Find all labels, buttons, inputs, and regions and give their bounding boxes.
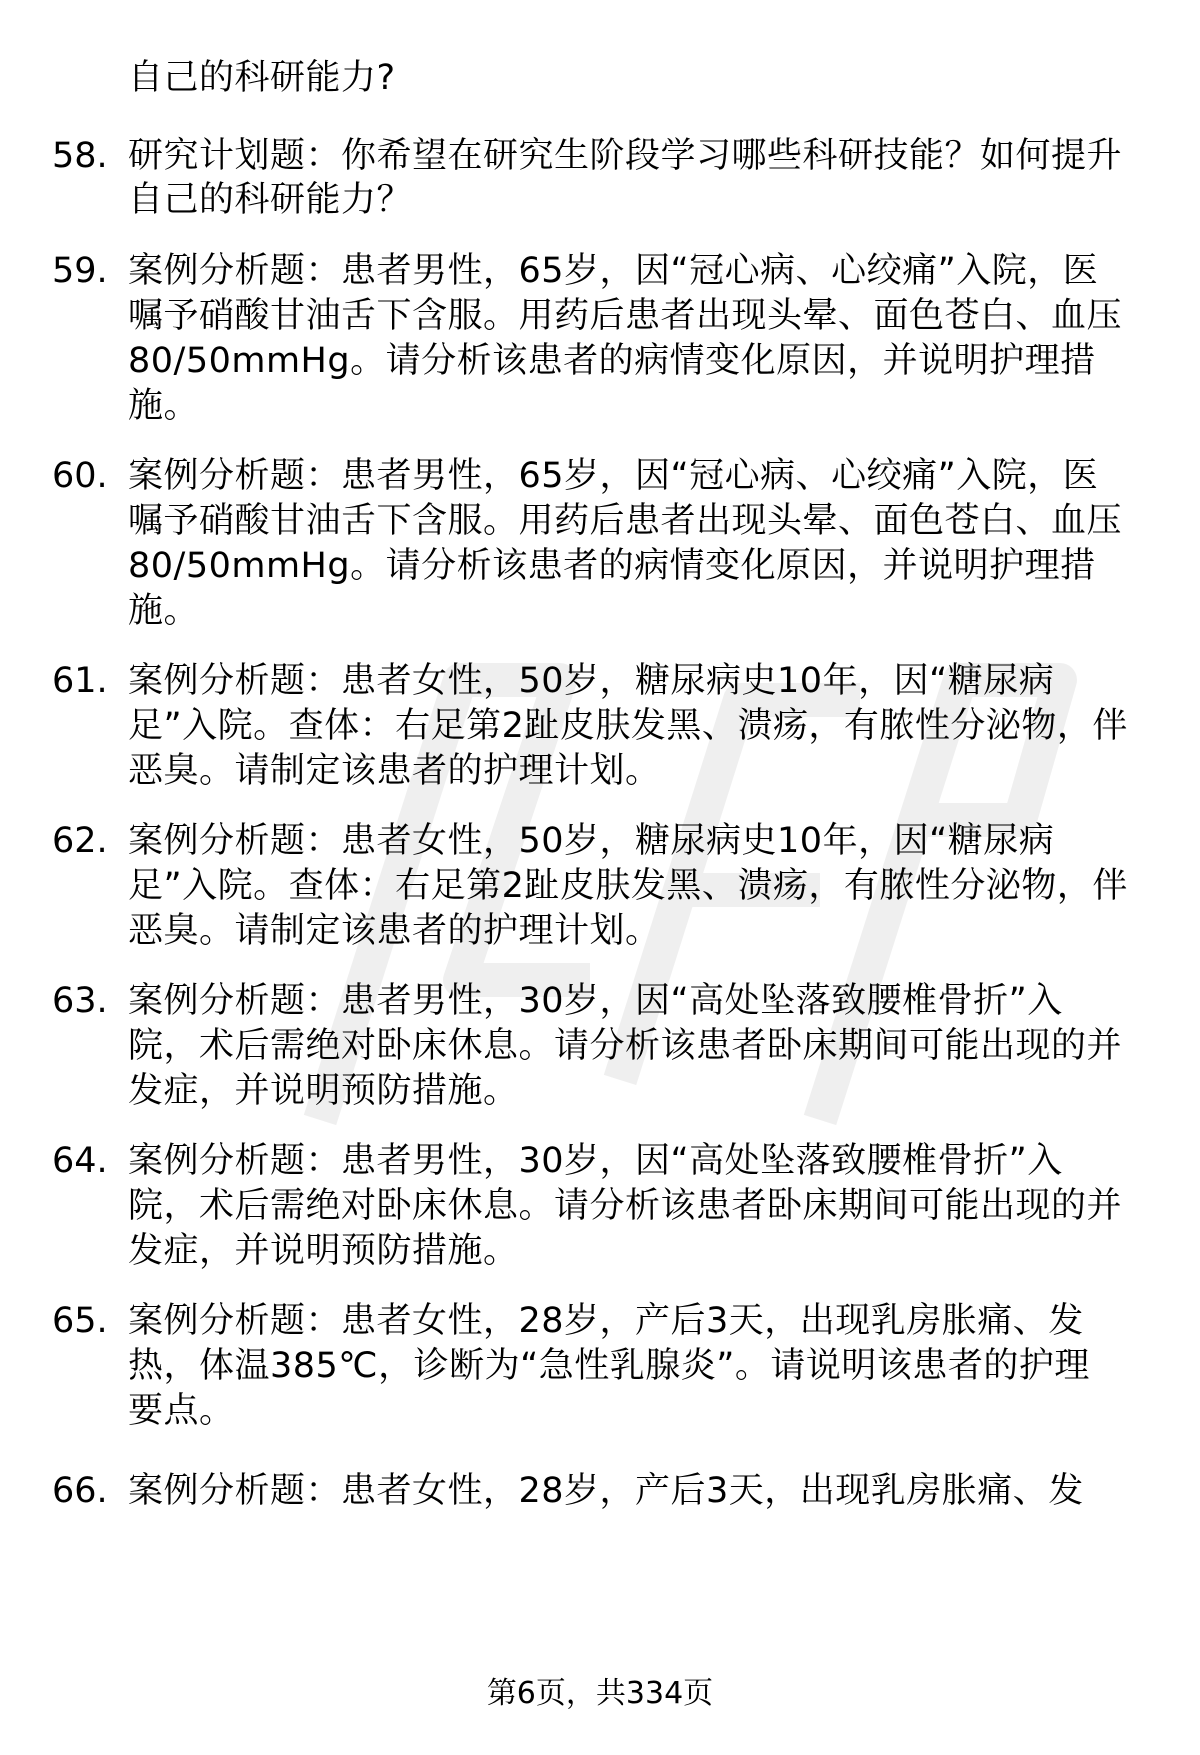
item-58-line-1: 研究计划题：你希望在研究生阶段学习哪些科研技能？如何提升 xyxy=(128,136,1123,176)
item-number-65: 65. xyxy=(52,1301,108,1341)
item-60-line-3: 80/50mmHg。请分析该患者的病情变化原因，并说明护理措 xyxy=(128,546,1096,586)
item-63-line-1: 案例分析题：患者男性，30岁，因“高处坠落致腰椎骨折”入 xyxy=(128,981,1063,1021)
item-65-line-2: 热，体温385℃，诊断为“急性乳腺炎”。请说明该患者的护理 xyxy=(128,1346,1090,1386)
item-65-line-1: 案例分析题：患者女性，28岁，产后3天，出现乳房胀痛、发 xyxy=(128,1301,1084,1341)
item-65-line-3: 要点。 xyxy=(128,1391,235,1431)
item-62-line-2: 足”入院。查体：右足第2趾皮肤发黑、溃疡，有脓性分泌物，伴 xyxy=(128,866,1128,906)
item-60-line-1: 案例分析题：患者男性，65岁，因“冠心病、心绞痛”入院，医 xyxy=(128,456,1099,496)
item-60-line-4: 施。 xyxy=(128,591,200,631)
item-58-line-2: 自己的科研能力？ xyxy=(128,180,413,220)
item-60-line-2: 嘱予硝酸甘油舌下含服。用药后患者出现头晕、面色苍白、血压 xyxy=(128,501,1123,541)
item-62-line-1: 案例分析题：患者女性，50岁，糖尿病史10年，因“糖尿病 xyxy=(128,821,1055,861)
item-64-line-2: 院，术后需绝对卧床休息。请分析该患者卧床期间可能出现的并 xyxy=(128,1186,1123,1226)
item-number-61: 61. xyxy=(52,661,108,701)
item-number-66: 66. xyxy=(52,1471,108,1511)
item-63-line-3: 发症，并说明预防措施。 xyxy=(128,1071,519,1111)
item-number-59: 59. xyxy=(52,251,108,291)
item-61-line-2: 足”入院。查体：右足第2趾皮肤发黑、溃疡，有脓性分泌物，伴 xyxy=(128,706,1128,746)
item-59-line-4: 施。 xyxy=(128,386,200,426)
item-number-58: 58. xyxy=(52,136,108,176)
item-63-line-2: 院，术后需绝对卧床休息。请分析该患者卧床期间可能出现的并 xyxy=(128,1026,1123,1066)
item-59-line-3: 80/50mmHg。请分析该患者的病情变化原因，并说明护理措 xyxy=(128,341,1096,381)
item-59-line-2: 嘱予硝酸甘油舌下含服。用药后患者出现头晕、面色苍白、血压 xyxy=(128,296,1123,336)
item-number-60: 60. xyxy=(52,456,108,496)
item-59-line-1: 案例分析题：患者男性，65岁，因“冠心病、心绞痛”入院，医 xyxy=(128,251,1099,291)
item-64-line-3: 发症，并说明预防措施。 xyxy=(128,1231,519,1271)
continuation-line: 自己的科研能力? xyxy=(128,58,396,98)
item-number-64: 64. xyxy=(52,1141,108,1181)
item-64-line-1: 案例分析题：患者男性，30岁，因“高处坠落致腰椎骨折”入 xyxy=(128,1141,1063,1181)
item-62-line-3: 恶臭。请制定该患者的护理计划。 xyxy=(128,911,661,951)
item-61-line-3: 恶臭。请制定该患者的护理计划。 xyxy=(128,751,661,791)
item-66-line-1: 案例分析题：患者女性，28岁，产后3天，出现乳房胀痛、发 xyxy=(128,1471,1084,1511)
page-footer: 第6页，共334页 xyxy=(486,1676,714,1711)
item-number-63: 63. xyxy=(52,981,108,1021)
item-61-line-1: 案例分析题：患者女性，50岁，糖尿病史10年，因“糖尿病 xyxy=(128,661,1055,701)
item-number-62: 62. xyxy=(52,821,108,861)
